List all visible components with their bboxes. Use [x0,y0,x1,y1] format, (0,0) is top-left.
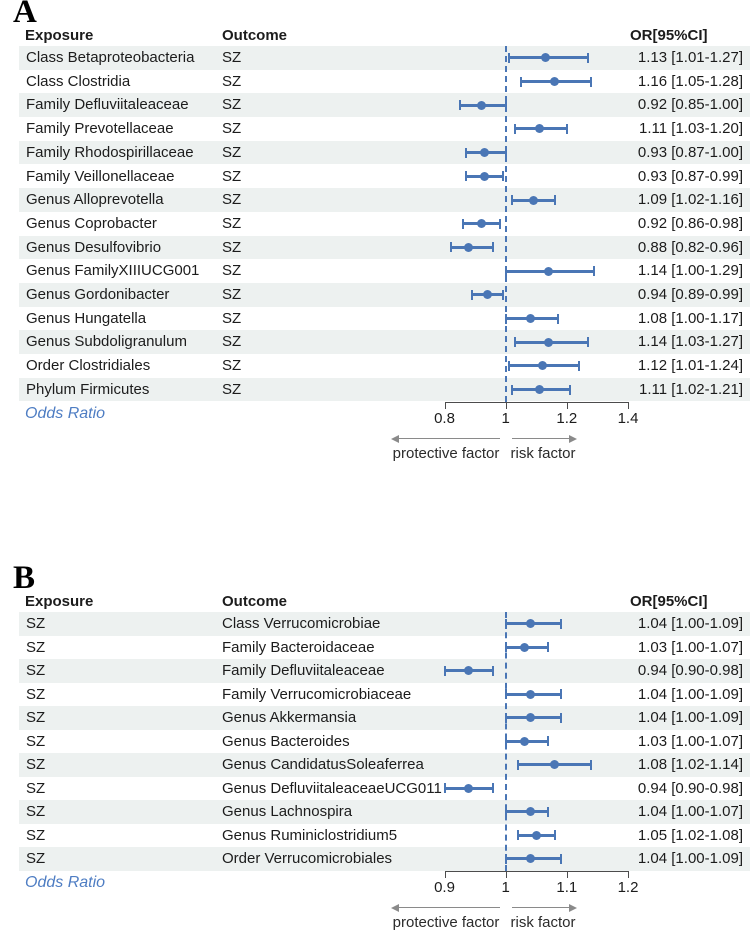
column-header-outcome: Outcome [222,27,288,44]
axis-tick [628,402,629,409]
axis-tick-label: 1.1 [556,878,578,896]
ci-cap [492,666,494,676]
outcome-cell: Genus CandidatusSoleaferrea [222,756,424,773]
point-estimate-dot [541,53,550,62]
ci-cap [505,689,507,699]
ci-cap [554,830,556,840]
ci-cap [560,619,562,629]
point-estimate-dot [544,267,553,276]
ci-cap [444,783,446,793]
ci-cap [471,290,473,300]
exposure-cell: Genus Hungatella [26,309,147,327]
point-estimate-dot [550,77,559,86]
protective-arrow-icon [398,907,500,908]
outcome-cell: Genus Ruminiclostridium5 [222,826,398,844]
axis-tick-label: 0.8 [434,409,455,427]
axis-tick-label: 1 [501,409,510,427]
table-row [19,330,750,354]
outcome-cell: Order Verrucomicrobiales [222,850,393,867]
ci-cap [590,77,592,87]
ci-cap [465,148,467,158]
or-ci-cell: 1.08 [1.02-1.14] [637,756,743,773]
ci-cap [514,337,516,347]
or-ci-cell: 0.93 [0.87-1.00] [637,143,743,161]
protective-factor-label: protective factor [392,913,500,931]
column-header-exposure: Exposure [25,27,94,44]
or-ci-cell: 1.04 [1.00-1.09] [637,685,743,703]
exposure-cell: SZ [26,756,46,773]
exposure-cell: SZ [26,826,46,844]
point-estimate-dot [480,148,489,157]
ci-cap [560,854,562,864]
outcome-cell: Family Defluviitaleaceae [222,662,385,679]
axis-tick [567,871,568,878]
axis-tick [445,871,446,878]
ci-cap [505,642,507,652]
exposure-cell: Family Prevotellaceae [26,120,174,138]
exposure-cell: SZ [26,709,46,726]
ci-cap [505,713,507,723]
ci-cap [517,830,519,840]
ci-cap [560,713,562,723]
odds-ratio-label: Odds Ratio [25,404,106,422]
table-row [19,307,750,331]
protective-arrowhead-icon [391,904,399,912]
table-row [19,612,750,636]
or-ci-cell: 1.11 [1.03-1.20] [639,120,743,138]
point-estimate-dot [526,690,535,699]
or-ci-cell: 1.05 [1.02-1.08] [637,826,743,844]
panel-a-label: A [13,0,37,30]
ci-cap [593,266,595,276]
table-row [19,212,750,236]
axis-tick-label: 1 [501,878,510,896]
ci-cap [505,854,507,864]
ci-cap [465,171,467,181]
axis-tick [506,871,507,878]
table-row [19,117,750,141]
axis-tick [445,402,446,409]
axis-tick-label: 0.9 [434,878,455,896]
ci-cap [505,266,507,276]
exposure-cell: Class Betaproteobacteria [26,49,195,66]
table-row [19,354,750,378]
exposure-cell: Genus Alloprevotella [26,191,164,209]
or-ci-cell: 0.94 [0.90-0.98] [637,662,743,679]
table-row [19,683,750,707]
point-estimate-dot [520,737,529,746]
exposure-cell: Genus Gordonibacter [26,286,170,303]
ci-cap [514,124,516,134]
odds-ratio-label: Odds Ratio [25,873,106,891]
point-estimate-dot [483,290,492,299]
table-row [19,236,750,260]
risk-arrowhead-icon [569,904,577,912]
ci-cap [508,53,510,63]
outcome-cell: SZ [222,333,242,351]
or-ci-cell: 1.03 [1.00-1.07] [637,732,743,750]
exposure-cell: SZ [26,779,46,797]
ci-cap [517,760,519,770]
exposure-cell: Genus Coprobacter [26,214,157,232]
table-row [19,847,750,871]
point-estimate-dot [535,124,544,133]
protective-factor-label: protective factor [392,444,500,462]
point-estimate-dot [535,385,544,394]
ci-cap [566,124,568,134]
or-ci-cell: 1.16 [1.05-1.28] [637,72,743,90]
outcome-cell: Class Verrucomicrobiae [222,615,381,632]
ci-cap [590,760,592,770]
or-ci-cell: 1.13 [1.01-1.27] [637,49,743,66]
risk-arrow-icon [512,907,570,908]
outcome-cell: SZ [222,72,242,90]
panel-b-label: B [13,560,36,596]
outcome-cell: Genus Bacteroides [222,732,350,750]
table-row [19,93,750,117]
ci-cap [502,290,504,300]
or-ci-cell: 1.04 [1.00-1.09] [637,709,743,726]
ci-cap [508,361,510,371]
outcome-cell: SZ [222,96,242,114]
ci-cap [554,195,556,205]
table-row [19,730,750,754]
point-estimate-dot [477,219,486,228]
ci-cap [511,385,513,395]
exposure-cell: Genus Desulfovibrio [26,238,162,256]
axis-tick [506,402,507,409]
outcome-cell: Family Verrucomicrobiaceae [222,685,412,703]
axis-tick-label: 1.4 [617,409,639,427]
point-estimate-dot [520,643,529,652]
axis-tick-label: 1.2 [617,878,639,896]
or-ci-cell: 1.14 [1.03-1.27] [637,333,743,351]
table-row [19,188,750,212]
table-row [19,283,750,307]
point-estimate-dot [526,619,535,628]
point-estimate-dot [532,831,541,840]
outcome-cell: SZ [222,309,242,327]
axis-line [445,871,629,872]
table-row [19,141,750,165]
or-ci-cell: 1.09 [1.02-1.16] [637,191,743,209]
ci-cap [505,619,507,629]
ci-cap [520,77,522,87]
risk-arrowhead-icon [569,435,577,443]
ci-cap [505,100,507,110]
outcome-cell: SZ [222,286,242,303]
table-row [19,70,750,94]
ci-cap [557,314,559,324]
or-ci-cell: 0.88 [0.82-0.96] [637,238,743,256]
outcome-cell: SZ [222,191,242,209]
outcome-cell: SZ [222,120,242,138]
or-ci-cell: 0.93 [0.87-0.99] [637,167,743,185]
point-estimate-dot [464,243,473,252]
or-ci-cell: 1.12 [1.01-1.24] [637,357,743,375]
risk-factor-label: risk factor [510,444,576,462]
protective-arrowhead-icon [391,435,399,443]
ci-cap [547,642,549,652]
ci-cap [462,219,464,229]
outcome-cell: SZ [222,214,242,232]
table-row [19,636,750,660]
ci-cap [450,242,452,252]
ci-cap [587,337,589,347]
ci-cap [505,314,507,324]
ci-cap [492,242,494,252]
exposure-cell: Genus Subdoligranulum [26,333,187,351]
outcome-cell: SZ [222,167,242,185]
table-row [19,824,750,848]
protective-arrow-icon [398,438,500,439]
ci-cap [547,736,549,746]
exposure-cell: Genus FamilyXIIIUCG001 [26,262,200,280]
ci-cap [547,807,549,817]
ci-cap [505,736,507,746]
axis-tick-label: 1.2 [556,409,578,427]
risk-arrow-icon [512,438,570,439]
or-ci-cell: 1.04 [1.00-1.07] [637,803,743,820]
table-row [19,165,750,189]
outcome-cell: SZ [222,143,242,161]
table-row [19,659,750,683]
outcome-cell: Genus Lachnospira [222,803,353,820]
ci-cap [569,385,571,395]
or-ci-cell: 0.94 [0.89-0.99] [637,286,743,303]
exposure-cell: Phylum Firmicutes [26,380,150,398]
or-ci-cell: 1.04 [1.00-1.09] [637,850,743,867]
exposure-cell: Class Clostridia [26,72,131,90]
column-header-outcome: Outcome [222,593,288,610]
or-ci-cell: 1.03 [1.00-1.07] [637,638,743,656]
outcome-cell: SZ [222,49,242,66]
exposure-cell: SZ [26,803,46,820]
ci-cap [444,666,446,676]
column-header-or: OR[95%CI] [630,593,708,610]
axis-line [445,402,629,403]
table-row [19,46,750,70]
point-estimate-dot [538,361,547,370]
point-estimate-dot [544,338,553,347]
exposure-cell: Family Rhodospirillaceae [26,143,194,161]
exposure-cell: SZ [26,662,46,679]
ci-cap [560,689,562,699]
table-row [19,777,750,801]
exposure-cell: Family Veillonellaceae [26,167,175,185]
ci-cap [499,219,501,229]
point-estimate-dot [464,666,473,675]
axis-tick [567,402,568,409]
ci-cap [505,148,507,158]
or-ci-cell: 1.11 [1.02-1.21] [639,380,743,398]
outcome-cell: SZ [222,380,242,398]
point-estimate-dot [526,713,535,722]
outcome-cell: SZ [222,238,242,256]
column-header-or: OR[95%CI] [630,27,708,44]
exposure-cell: SZ [26,638,46,656]
ci-cap [492,783,494,793]
exposure-cell: SZ [26,685,46,703]
table-row [19,706,750,730]
panel-b [0,560,750,933]
outcome-cell: SZ [222,357,242,375]
ci-cap [505,807,507,817]
table-row [19,378,750,402]
ci-cap [459,100,461,110]
axis-tick [628,871,629,878]
exposure-cell: SZ [26,615,46,632]
or-ci-cell: 1.08 [1.00-1.17] [637,309,743,327]
exposure-cell: SZ [26,850,46,867]
outcome-cell: Genus Akkermansia [222,709,357,726]
exposure-cell: SZ [26,732,46,750]
outcome-cell: Family Bacteroidaceae [222,638,375,656]
outcome-cell: Genus DefluviitaleaceaeUCG011 [222,779,442,797]
table-row [19,753,750,777]
outcome-cell: SZ [222,262,242,280]
or-ci-cell: 1.04 [1.00-1.09] [637,615,743,632]
point-estimate-dot [477,101,486,110]
column-header-exposure: Exposure [25,593,94,610]
or-ci-cell: 0.94 [0.90-0.98] [637,779,743,797]
point-estimate-dot [464,784,473,793]
ci-cap [578,361,580,371]
or-ci-cell: 0.92 [0.85-1.00] [637,96,743,114]
point-estimate-dot [526,807,535,816]
table-row [19,800,750,824]
exposure-cell: Order Clostridiales [26,357,151,375]
risk-factor-label: risk factor [510,913,576,931]
or-ci-cell: 0.92 [0.86-0.98] [637,214,743,232]
ci-cap [511,195,513,205]
or-ci-cell: 1.14 [1.00-1.29] [637,262,743,280]
point-estimate-dot [529,196,538,205]
table-row [19,259,750,283]
ci-cap [587,53,589,63]
point-estimate-dot [526,314,535,323]
point-estimate-dot [526,854,535,863]
ci-cap [502,171,504,181]
exposure-cell: Family Defluviitaleaceae [26,96,189,114]
point-estimate-dot [550,760,559,769]
point-estimate-dot [480,172,489,181]
